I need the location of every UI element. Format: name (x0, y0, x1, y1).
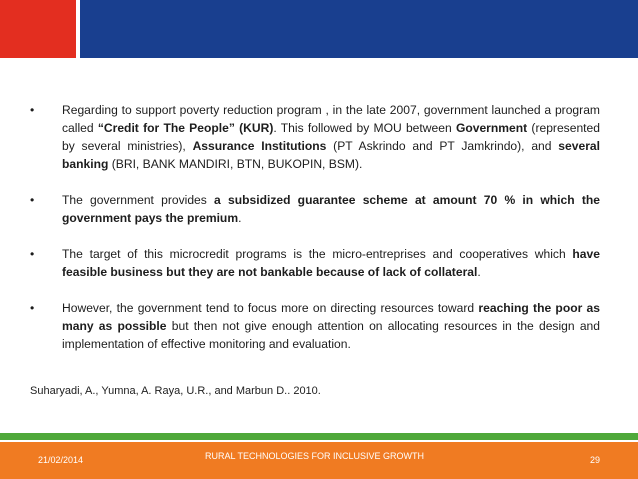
bullet-text: (represented by several ministries), (62, 121, 600, 153)
bullet-dot: • (30, 103, 35, 117)
bullet-bold-text: several banking (62, 139, 600, 171)
footer-green-strip (0, 433, 638, 440)
bullet-dot: • (30, 247, 35, 261)
bullet-bold-text: Government (455, 121, 528, 135)
bullet-text: The government provides (62, 193, 215, 207)
bullet-text: (BRI, BANK MANDIRI, BTN, BUKOPIN, BSM). (108, 157, 363, 171)
header-red-block (0, 0, 76, 58)
bullet-dot: • (30, 301, 35, 315)
bullet-bold-text: Assurance Institutions (192, 139, 327, 153)
bullet-text: However, the government tend to focus more on directing resources toward (62, 301, 479, 315)
bullet-text: . This followed by MOU between (273, 121, 456, 135)
bullet-item (30, 101, 600, 173)
bullet-text: . (477, 265, 481, 279)
bullet-text: The target of this microcredit programs is the micro-entreprises and cooperatives which (62, 247, 573, 261)
bullet-text: . (238, 211, 242, 225)
bullet-item (30, 299, 600, 353)
footer-title: RURAL TECHNOLOGIES FOR INCLUSIVE GROWTH (205, 451, 425, 461)
bullet-bold-text: reaching the poor as many as possible (62, 301, 600, 333)
bullet-text: (PT Askrindo and PT Jamkrindo), and (326, 139, 559, 153)
bullet-bold-text: a subsidized guarantee scheme at amount 70 % in which the government pays the premium (62, 193, 600, 225)
bullet-item (30, 245, 600, 281)
bullet-list (30, 101, 600, 371)
header-blue-bar (80, 0, 638, 58)
citation: Suharyadi, A., Yumna, A. Raya, U.R., and Marbun D.. 2010. (30, 385, 321, 397)
footer-date: 21/02/2014 (38, 455, 84, 465)
page-number: 29 (589, 455, 600, 465)
bullet-bold-text: “Credit for The People” (KUR) (97, 121, 274, 135)
bullet-dot: • (30, 193, 35, 207)
footer-bar (0, 442, 638, 479)
bullet-bold-text: have feasible business but they are not bankable because of lack of collateral (62, 247, 600, 279)
bullet-text: Regarding to support poverty reduction program , in the late 2007, government launched a program called (62, 103, 600, 135)
bullet-text: but then not give enough attention on allocating resources in the design and implementation of effective monitoring and evaluation. (62, 319, 600, 351)
bullet-item (30, 191, 600, 227)
